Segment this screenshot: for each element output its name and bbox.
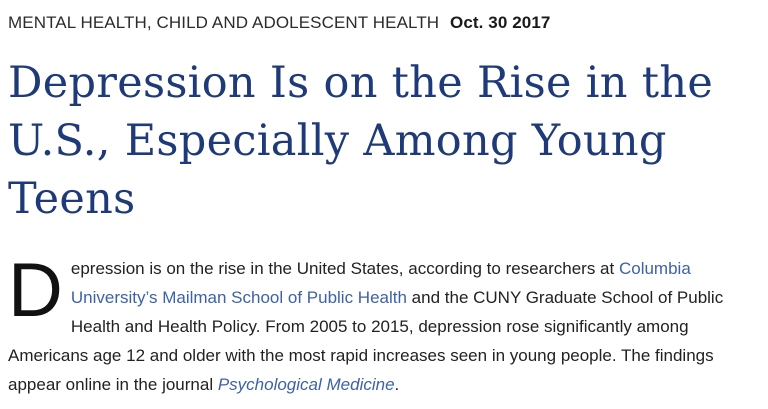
journal-link[interactable]: Psychological Medicine (217, 375, 395, 394)
columbia-mailman-link[interactable]: Columbia University’s Mailman School of Public Health (70, 259, 691, 307)
article-body (8, 248, 756, 399)
article-categories: MENTAL HEALTH, CHILD AND ADOLESCENT HEALTH (8, 13, 440, 32)
article-date: Oct. 30 2017 (450, 13, 551, 32)
body-text-part: and the CUNY Graduate School of Public Health and Health Policy. From 2005 to 2015, depression rose significantly among Americans age 12 and older with the most rapid increases seen in young people. The findings appear online in the journal (8, 288, 724, 394)
article-headline: Depression Is on the Rise in the U.S., Especially Among Young Teens (8, 58, 714, 224)
article-meta (8, 13, 550, 33)
body-text-part: . (394, 375, 400, 394)
drop-cap: D (8, 248, 63, 333)
body-text-part: epression is on the rise in the United States, according to researchers at (70, 259, 619, 278)
